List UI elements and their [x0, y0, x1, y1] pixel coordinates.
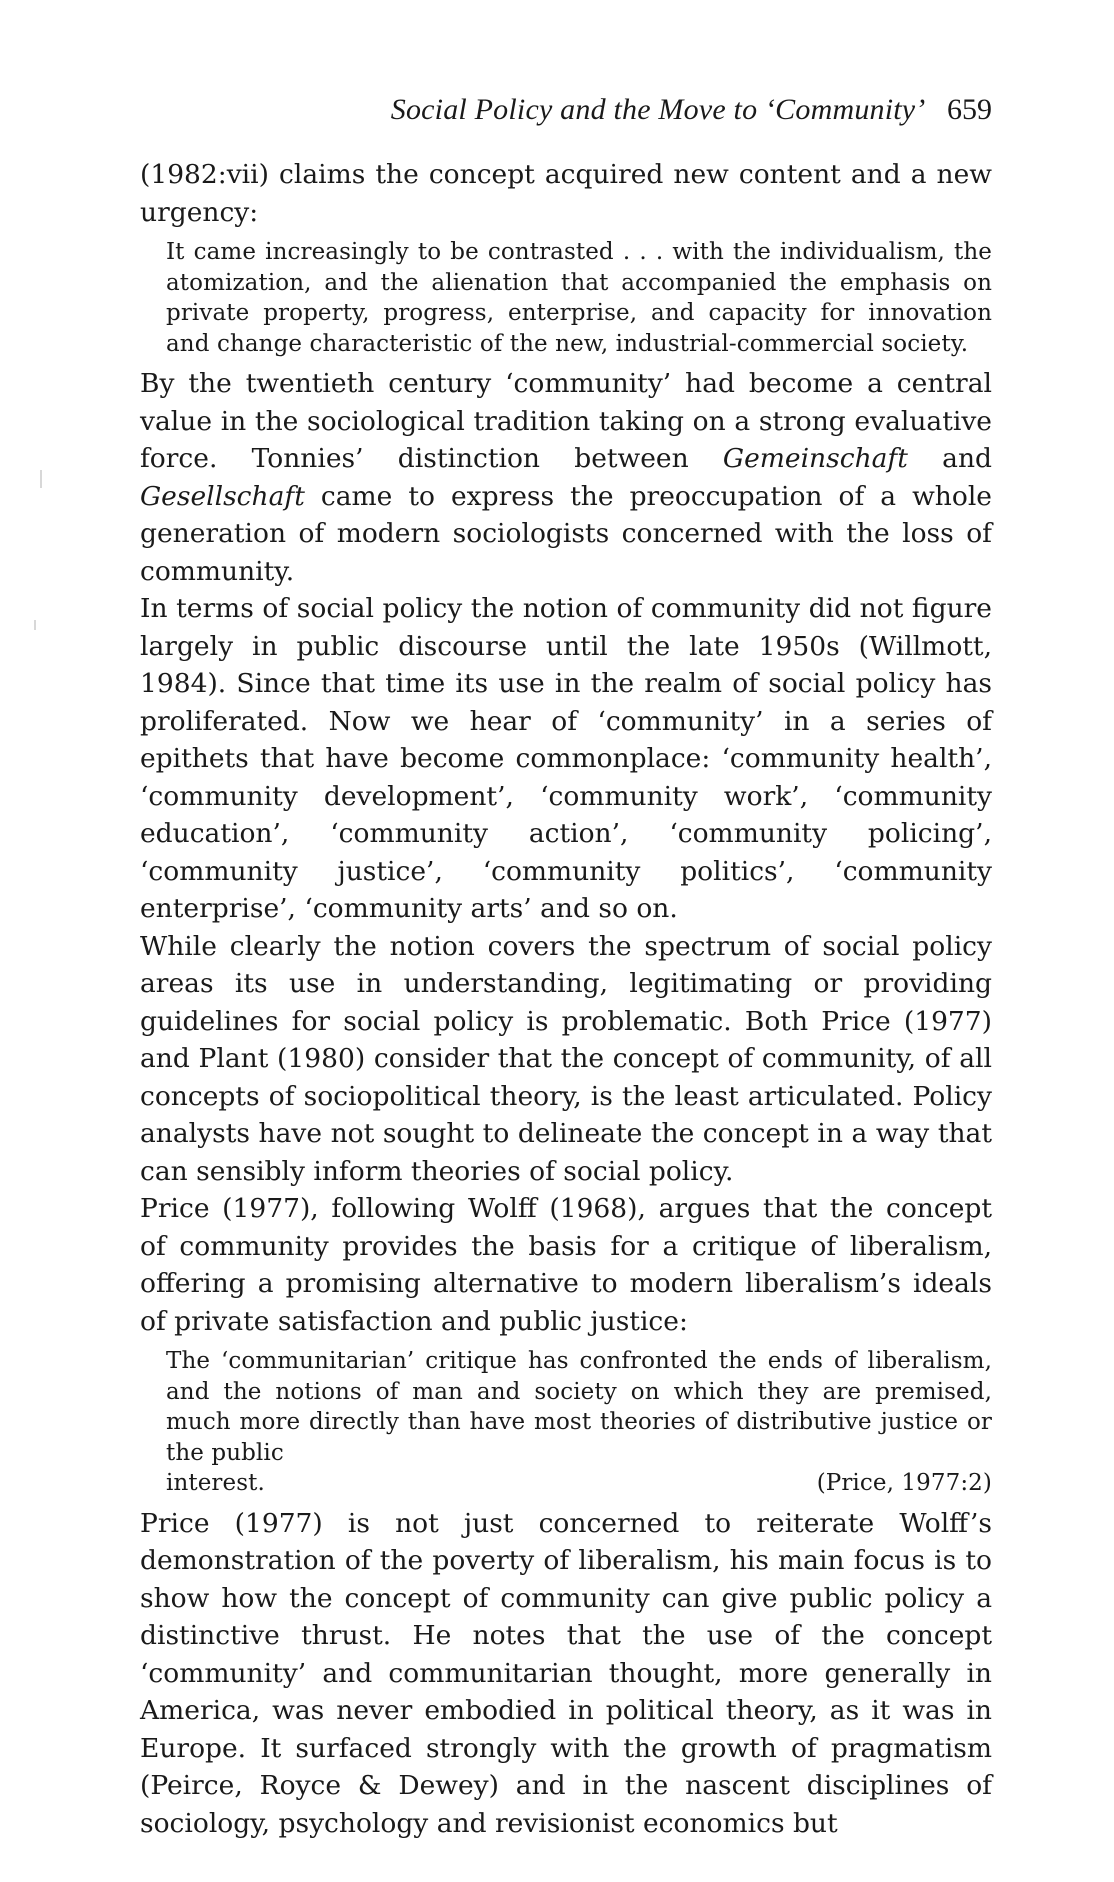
block-quote-2-last-word: interest. — [166, 1470, 265, 1496]
running-head-title: Social Policy and the Move to ‘Community’ — [390, 93, 926, 126]
scan-margin-mark — [34, 620, 36, 630]
page-number: 659 — [947, 93, 992, 126]
block-quote-2-citation-row — [166, 1468, 992, 1499]
body-text — [140, 156, 992, 1842]
paragraph-5: Price (1977), following Wolff (1968), argues that the concept of community provides the basis for a critique of liberalism, offering a promising alternative to modern liberalism’s ideals of private satisfaction and public justice: — [140, 1193, 992, 1337]
term-gemeinschaft: Gemeinschaft — [722, 443, 908, 474]
block-quote-1-text: It came increasingly to be contrasted . . . with the individualism, the atomization, and the alienation that accompanied the emphasis on private property, progress, enterprise, and capacity for innovation and change characteristic of the new, industrial-commercial society. — [166, 239, 992, 357]
block-quote-2 — [166, 1346, 992, 1499]
paragraph-2 — [140, 365, 992, 590]
block-quote-2-text: The ‘communitarian’ critique has confronted the ends of liberalism, and the notions of man and society on which they are premised, much more directly than have most theories of distributive justice or the public — [166, 1348, 992, 1466]
block-quote-1 — [166, 237, 992, 359]
paragraph-2-part-c: came to express the preoccupation of a whole generation of modern sociologists concerned with the loss of community. — [140, 480, 992, 587]
scan-margin-mark — [40, 470, 42, 488]
running-head — [140, 92, 992, 128]
paragraph-3: In terms of social policy the notion of community did not figure largely in public discourse until the late 1950s (Willmott, 1984). Since that time its use in the realm of social policy has proliferated. Now we hear of ‘community’ in a series of epithets that have become commonplace: ‘community health’, ‘community development’, ‘community work’, ‘community education’, ‘community action’, ‘community policing’, ‘community justice’, ‘community politics’, ‘community enterprise’, ‘community arts’ and so on. — [140, 593, 992, 924]
block-quote-2-citation: (Price, 1977:2) — [816, 1470, 992, 1496]
paragraph-2-part-a: By the twentieth century ‘community’ had become a central value in the sociological tradition taking on a strong evaluative force. Tonnies’ distinction between — [140, 368, 992, 474]
paragraph-6: Price (1977) is not just concerned to reiterate Wolff’s demonstration of the poverty of liberalism, his main focus is to show how the concept of community can give public policy a distinctive thrust. He notes that the use of the concept ‘community’ and communitarian thought, more generally in America, was never embodied in political theory, as it was in Europe. It surfaced strongly with the growth of pragmatism (Peirce, Royce & Dewey) and in the nascent disciplines of sociology, psychology and revisionist economics but — [140, 1507, 992, 1839]
paragraph-1: (1982:vii) claims the concept acquired new content and a new urgency: — [140, 159, 992, 228]
term-gesellschaft: Gesellschaft — [140, 480, 305, 512]
paragraph-4: While clearly the notion covers the spectrum of social policy areas its use in understanding, legitimating or providing guidelines for social policy is problematic. Both Price (1977) and Plant (1980) consider that the concept of community, of all concepts of sociopolitical theory, is the least articulated. Policy analysts have not sought to delineate the concept in a way that can sensibly inform theories of social policy. — [140, 930, 992, 1187]
paragraph-2-part-b: and — [907, 443, 992, 474]
